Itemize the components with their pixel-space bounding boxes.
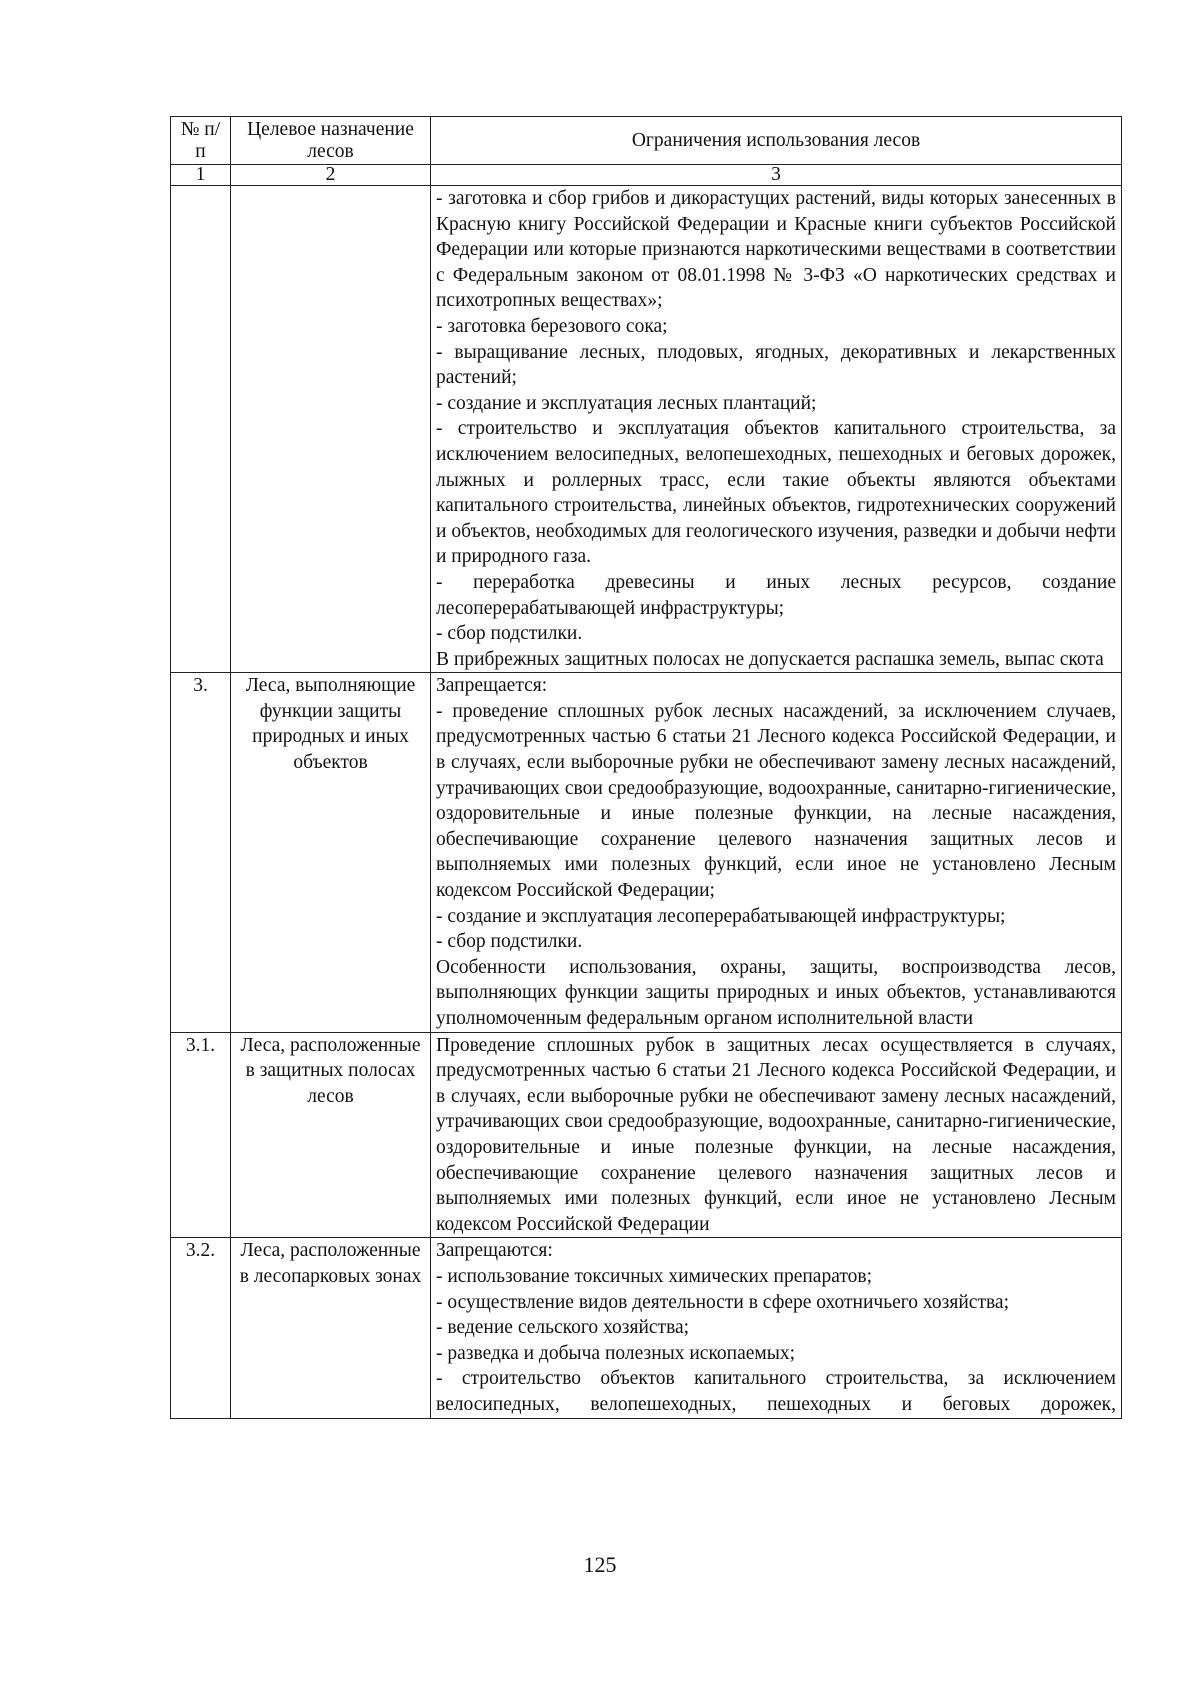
restriction-paragraph: - строительство и эксплуатация объектов капитального строительства, за исключением велосипедных, велопешеходных, пешеходных и беговых дорожек, лыжных и роллерных трасс, если такие объекты являются объектами капитального строительства, линейных объектов, гидротехнических сооружений и объектов, необходимых для геологического изучения, разведки и добычи нефти и природного газа. (436, 418, 1116, 568)
restriction-paragraph: Запрещаются: (436, 1240, 553, 1262)
restriction-paragraph: - ведение сельского хозяйства; (436, 1317, 690, 1339)
row-purpose: Леса, расположенные в защитных полосах лесов (231, 1032, 431, 1238)
row-restrictions (431, 1032, 1122, 1238)
restriction-paragraph: - заготовка и сбор грибов и дикорастущих растений, виды которых занесенных в Красную книгу Российской Федерации и Красные книги субъектов Российской Федерации или которые признаются наркотическими веществами в соответствии с Федеральным законом от 08.01.1998 № 3-ФЗ «О наркотических средствах и психотропных веществах»; (436, 188, 1116, 312)
row-purpose: Леса, выполняющие функции защиты природных и иных объектов (231, 673, 431, 1032)
forest-use-restrictions-table (170, 116, 1122, 1419)
page-number: 125 (583, 1552, 617, 1577)
column-number-row (171, 165, 1122, 186)
restriction-paragraph: Проведение сплошных рубок в защитных лесах осуществляется в случаях, предусмотренных частью 6 статьи 21 Лесного кодекса Российской Федерации, и в случаях, если выборочные рубки не обеспечивают замену лесных насаждений, утрачивающих свои средообразующие, водоохранные, санитарно-гигиенические, оздоровительные и иные полезные функции, на лесные насаждения, обеспечивающие сохранение целевого назначения защитных лесов и выполняемых ими полезных функций, если иное не установлено Лесным кодексом Российской Федерации (436, 1034, 1116, 1235)
header-purpose: Целевое назначение лесов (231, 117, 431, 165)
restriction-paragraph: - проведение сплошных рубок лесных насаждений, за исключением случаев, предусмотренных частью 6 статьи 21 Лесного кодекса Российской Федерации, и в случаях, если выборочные рубки не обеспечивают замену лесных насаждений, утрачивающих свои средообразующие, водоохранные, санитарно-гигиенические, оздоровительные и иные полезные функции, на лесные насаждения, обеспечивающие сохранение целевого назначения защитных лесов и выполняемых ими полезных функций, если иное не установлено Лесным кодексом Российской Федерации; (436, 700, 1116, 902)
restriction-paragraph: - переработка древесины и иных лесных ресурсов, создание лесоперерабатывающей инфраструктуры; (436, 571, 1116, 619)
restriction-paragraph: - выращивание лесных, плодовых, ягодных, декоративных и лекарственных растений; (436, 341, 1116, 389)
restriction-paragraph: - осуществление видов деятельности в сфере охотничьего хозяйства; (436, 1291, 1009, 1313)
restriction-paragraph: - разведка и добыча полезных ископаемых; (436, 1342, 796, 1364)
row-restrictions (431, 186, 1122, 673)
table-header-row (171, 117, 1122, 165)
table-row (171, 1032, 1122, 1238)
table-row (171, 186, 1122, 673)
row-number: 3.2. (171, 1238, 231, 1418)
row-restrictions (431, 1238, 1122, 1418)
row-number: 3.1. (171, 1032, 231, 1238)
restriction-paragraph: Запрещается: (436, 675, 548, 697)
row-number (171, 186, 231, 673)
row-restrictions (431, 673, 1122, 1032)
column-number-2: 2 (231, 165, 431, 186)
restriction-paragraph: - строительство объектов капитального строительства, за исключением велосипедных, велопешеходных, пешеходных и беговых дорожек, (436, 1368, 1116, 1415)
table-row (171, 1238, 1122, 1418)
restriction-paragraph: - заготовка березового сока; (436, 315, 668, 337)
header-number: № п/п (171, 117, 231, 165)
row-purpose: Леса, расположенные в лесопарковых зонах (231, 1238, 431, 1418)
row-purpose (231, 186, 431, 673)
row-number: 3. (171, 673, 231, 1032)
restriction-paragraph: - сбор подстилки. (436, 623, 583, 645)
column-number-1: 1 (171, 165, 231, 186)
header-restrictions: Ограничения использования лесов (431, 117, 1122, 165)
column-number-3: 3 (431, 165, 1122, 186)
restriction-paragraph: - создание и эксплуатация лесных плантаций; (436, 392, 817, 414)
restriction-paragraph: В прибрежных защитных полосах не допускается распашка земель, выпас скота (436, 648, 1104, 670)
restriction-paragraph: - создание и эксплуатация лесоперерабатывающей инфраструктуры; (436, 905, 1006, 927)
table-row (171, 673, 1122, 1032)
restriction-paragraph: Особенности использования, охраны, защиты, воспроизводства лесов, выполняющих функции защиты природных и иных объектов, устанавливаются уполномоченным федеральным органом исполнительной власти (436, 956, 1116, 1029)
restriction-paragraph: - использование токсичных химических препаратов; (436, 1265, 872, 1287)
restriction-paragraph: - сбор подстилки. (436, 931, 583, 953)
